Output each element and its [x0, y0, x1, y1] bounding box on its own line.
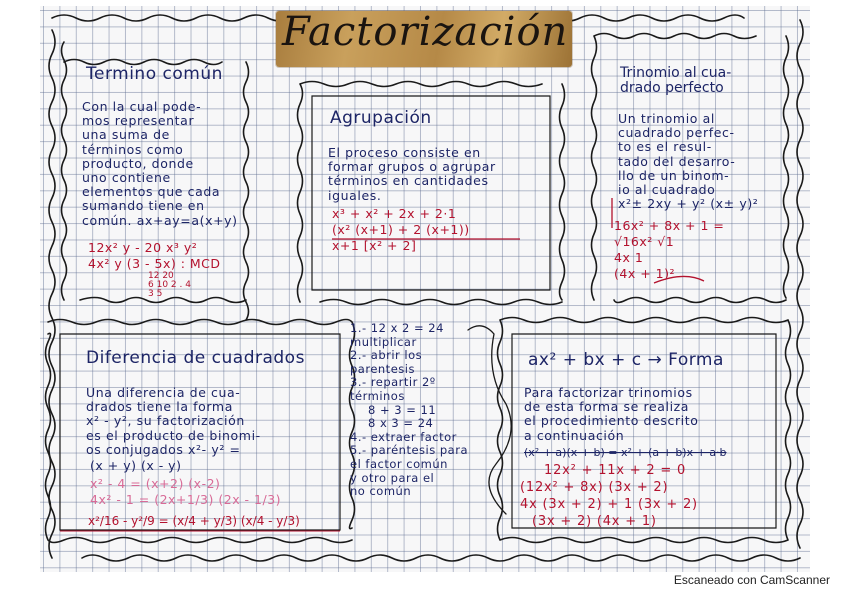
difference-body: Una diferencia de cua- drados tiene la forma x² - y², su factorización es el producto de binomi- os conjugados x²- y² =: [86, 385, 261, 457]
trinomial-title: ax² + bx + c → Forma: [528, 350, 724, 370]
steps-list: 1.- 12 x 2 = 24 multiplicar 2.- abrir los parentesis 3.- repartir 2º términos 8 + 3 = 11 8 x 3 = 24 4.- extraer factor 5.- paréntesis para el factor común y otro para el no común: [350, 321, 469, 499]
difference-binomial: (x + y) (x - y): [90, 458, 182, 473]
common-term-title: Termino común: [86, 64, 223, 84]
grouping-math: x³ + x² + 2x + 2·1 (x² (x+1) + 2 (x+1)) x+1 [x² + 2]: [332, 206, 470, 253]
grouping-title: Agrupación: [330, 108, 432, 128]
trinomial-math: 12x² + 11x + 2 = 0 (12x² + 8x) (3x + 2) 4x (3x + 2) + 1 (3x + 2) (3x + 2) (4x + 1): [520, 463, 698, 529]
perfect-square-body: Un trinomio al cuadrado perfec- to es el resul- tado del desarro- llo de un binom- io al cuadrado x²± 2xy + y² (x± y)²: [618, 111, 759, 212]
perfect-square-title: Trinomio al cua- drado perfecto: [620, 65, 732, 96]
common-term-body: Con la cual pode- mos representar una suma de términos como producto, donde uno contiene elementos que cada sumando tiene en común. ax+ay=a(x+y): [82, 99, 238, 228]
trinomial-struck-formula: (x² + a)(x + b) = x² + (a + b)x + a·b: [524, 446, 727, 459]
page-title: Factorización: [282, 9, 569, 55]
grouping-body: El proceso consiste en formar grupos o agrupar términos en cantidades iguales.: [328, 145, 496, 203]
difference-examples: x² - 4 = (x+2) (x-2) 4x² - 1 = (2x+1/3) (2x - 1/3): [90, 476, 282, 507]
scanner-watermark: Escaneado con CamScanner: [673, 573, 830, 587]
perfect-square-math: 16x² + 8x + 1 = √16x² √1 4x 1 (4x + 1)²: [614, 218, 725, 281]
difference-title: Diferencia de cuadrados: [86, 348, 305, 368]
trinomial-body: Para factorizar trinomios de esta forma se realiza el procedimiento descrito a continuación: [524, 385, 699, 443]
difference-fraction-example: x²/16 - y²/9 = (x/4 + y/3) (x/4 - y/3): [88, 514, 300, 528]
common-term-math: 12x² y - 20 x³ y² 4x² y (3 - 5x) : MCD: [88, 240, 221, 271]
common-term-fractions: 12 20 6 10 2 . 4 3 5: [148, 271, 191, 299]
